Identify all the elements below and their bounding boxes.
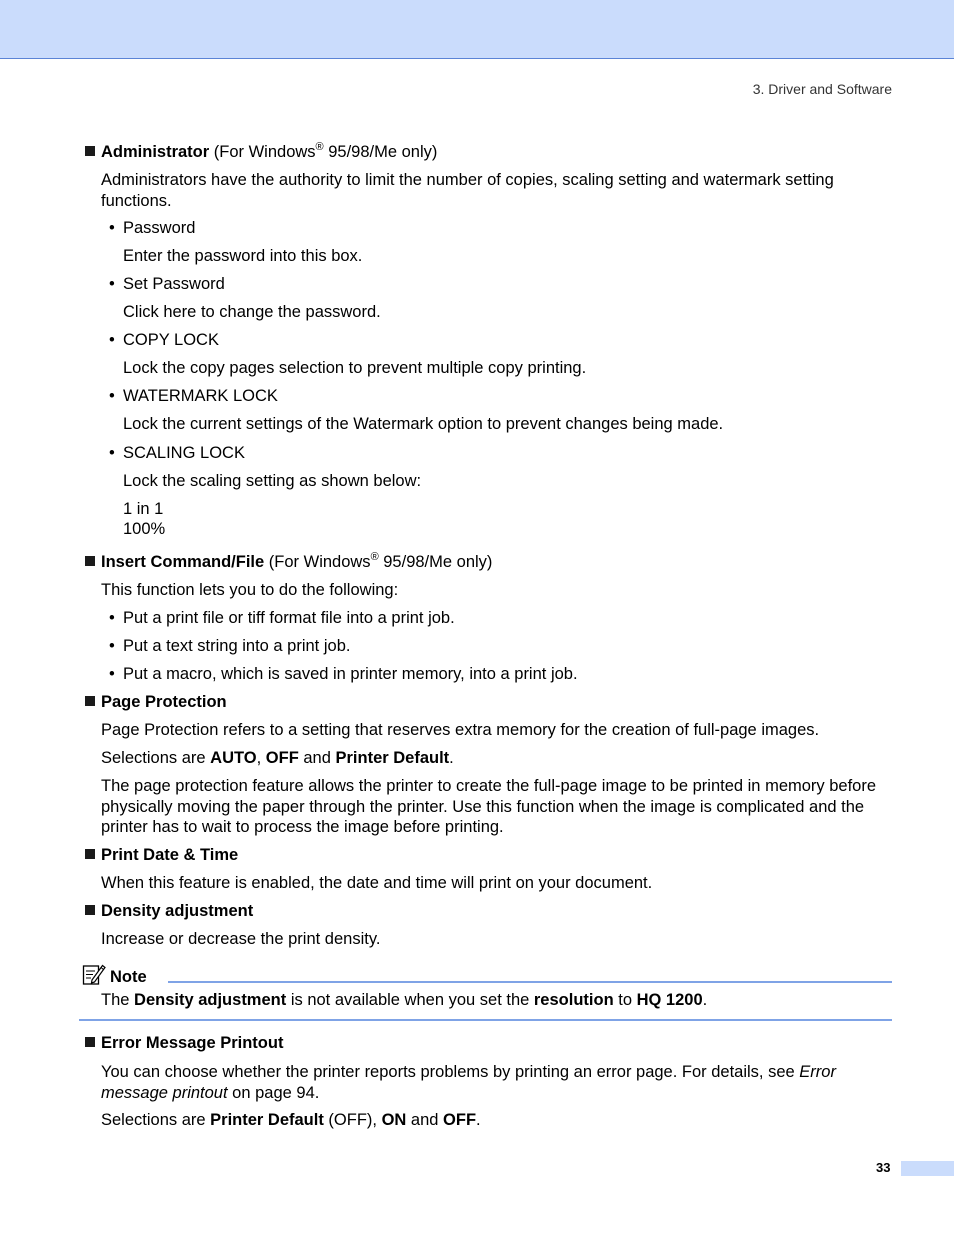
scaling-value: 1 in 1 xyxy=(123,500,164,518)
square-bullet-icon xyxy=(85,849,95,859)
item-description: Lock the scaling setting as shown below: xyxy=(123,472,422,490)
protection-description: Page Protection refers to a setting that reserves extra memory for the creation of full-page images. xyxy=(101,721,820,739)
square-bullet-icon xyxy=(85,696,95,706)
list-item: • Put a macro, which is saved in printer memory, into a print job. xyxy=(109,665,578,683)
section-density-adjustment: Density adjustment xyxy=(85,901,253,921)
item-description: Click here to change the password. xyxy=(123,303,381,321)
list-item: • Password xyxy=(109,219,196,237)
admin-description: Administrators have the authority to limit the number of copies, scaling setting and watermark setting functions. xyxy=(101,171,834,210)
density-description: Increase or decrease the print density. xyxy=(101,930,381,948)
square-bullet-icon xyxy=(85,556,95,566)
list-item: • WATERMARK LOCK xyxy=(109,387,278,405)
list-item: • Set Password xyxy=(109,275,225,293)
section-insert-command: Insert Command/File (For Windows® 95/98/Me only) xyxy=(85,552,492,572)
page-number: 33 xyxy=(876,1160,891,1175)
item-description: Enter the password into this box. xyxy=(123,247,363,265)
note-text: The Density adjustment is not available when you set the resolution to HQ 1200. xyxy=(101,991,708,1009)
note-pencil-icon xyxy=(82,962,106,986)
section-administrator: Administrator (For Windows® 95/98/Me only) xyxy=(85,142,437,162)
list-item: • Put a print file or tiff format file into a print job. xyxy=(109,609,455,627)
item-description: Lock the copy pages selection to prevent multiple copy printing. xyxy=(123,359,587,377)
scaling-value: 100% xyxy=(123,520,166,538)
error-selections: Selections are Printer Default (OFF), ON and OFF. xyxy=(101,1111,481,1129)
note-title: Note xyxy=(110,968,147,986)
cross-reference-link[interactable]: Error message printout xyxy=(101,1063,836,1102)
chapter-title: 3. Driver and Software xyxy=(752,81,892,97)
page-tab-marker xyxy=(901,1161,954,1176)
insert-description: This function lets you to do the following: xyxy=(101,581,399,599)
square-bullet-icon xyxy=(85,905,95,915)
list-item: • COPY LOCK xyxy=(109,331,219,349)
date-time-description: When this feature is enabled, the date and time will print on your document. xyxy=(101,874,653,892)
section-error-message-printout: Error Message Printout xyxy=(85,1033,283,1053)
list-item: • Put a text string into a print job. xyxy=(109,637,351,655)
square-bullet-icon xyxy=(85,146,95,156)
protection-detail: The page protection feature allows the printer to create the full-page image to be printed in memory before physically moving the paper through the printer. Use this function when the image is complicated and the printer has to wait to process the image before printing. xyxy=(101,777,877,836)
square-bullet-icon xyxy=(85,1037,95,1047)
note-divider-bottom xyxy=(79,1019,892,1021)
section-print-date-time: Print Date & Time xyxy=(85,845,238,865)
item-description: Lock the current settings of the Watermark option to prevent changes being made. xyxy=(123,415,724,433)
error-description: You can choose whether the printer reports problems by printing an error page. For details, see Error message printout on page 94. xyxy=(101,1063,836,1102)
protection-selections: Selections are AUTO, OFF and Printer Default. xyxy=(101,749,454,767)
list-item: • SCALING LOCK xyxy=(109,444,245,462)
note-divider-top xyxy=(168,981,892,983)
section-page-protection: Page Protection xyxy=(85,692,227,712)
header-band xyxy=(0,0,954,59)
